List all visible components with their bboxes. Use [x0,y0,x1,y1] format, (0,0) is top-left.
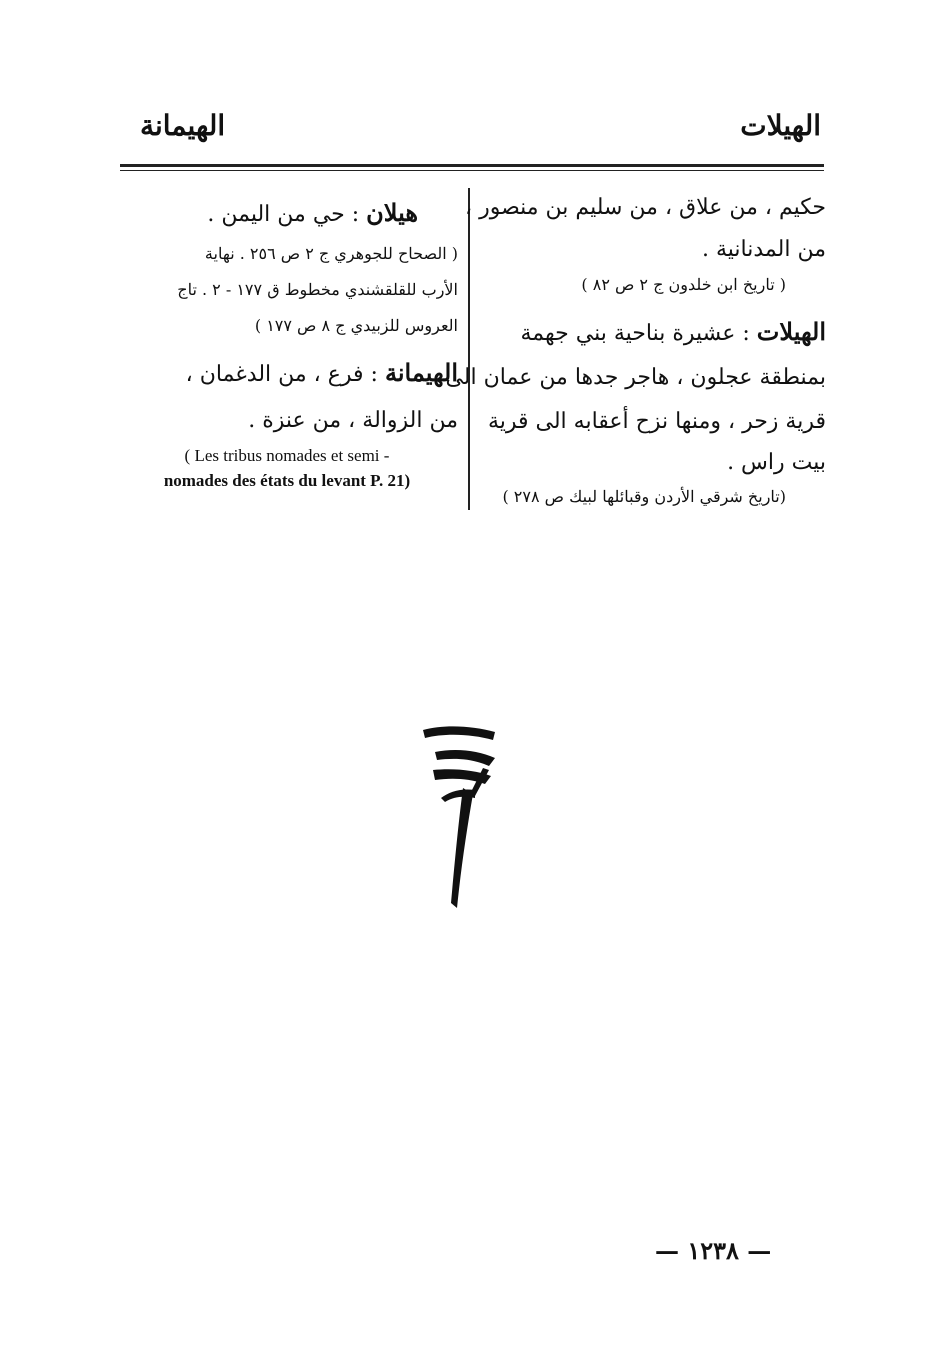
entry-haimana-ref-line-1: ( Les tribus nomades et semi - [184,446,390,465]
entry-heilat-line-2: بمنطقة عجلون ، هاجر جدها من عمان الى [445,365,826,390]
entry-title-heilat: الهيلات [756,317,826,346]
entry-hailan [116,190,458,236]
right-column [445,186,826,512]
entry-heilat-line-1: : عشيرة بناحية بني جهمة [520,321,750,346]
header-left-title: الهيمانة [140,109,226,142]
entry-hailan-text: : حي من اليمن . [207,202,360,227]
header-rule-thick [120,164,824,167]
entry-heilat-line-3: قرية زحر ، ومنها نزح أعقابه الى قرية [487,409,826,434]
continuation-line-1: حكيم ، من علاق ، من سليم بن منصور ، [464,195,826,220]
page-number: — ١٢٣٨ — [655,1236,772,1265]
column-divider [468,188,470,510]
entry-title-haimana: الهيمانة [384,358,458,387]
header-rule-thin [120,170,824,171]
entry-heilat-reference: (تاريخ شرقي الأردن وقبائلها لبيك ص ٢٧٨ ) [502,487,786,506]
header-right-title: الهيلات [740,109,821,142]
entry-haimana-ref-line-2: nomades des états du levant P. 21) [163,470,411,490]
continuation-reference: ( تاريخ ابن خلدون ج ٢ ص ٨٢ ) [581,275,786,294]
left-column [116,190,458,493]
entry-haimana-line-1: : فرع ، من الدغمان ، [185,362,378,387]
entry-heilat-line-4: بيت راس . [727,450,826,475]
entry-haimana-line-2: من الزوالة ، من عنزة . [248,408,458,433]
letter-ha-glyph [415,718,515,918]
entry-hailan-ref-line-3: العروس للزبيدي ج ٨ ص ١٧٧ ) [254,316,458,335]
entry-title-hailan: هيلان [366,198,418,227]
continuation-line-2: من المدنانية . [702,237,826,262]
entry-haimana [116,348,458,398]
entry-hailan-ref-line-2: الأرب للقلقشندي مخطوط ق ١٧٧ - ٢ . تاج [177,280,458,299]
entry-hailan-ref-line-1: ( الصحاح للجوهري ج ٢ ص ٢٥٦ . نهاية [204,244,458,263]
section-letter-calligraphy [415,718,515,918]
entry-heilat [482,308,826,356]
